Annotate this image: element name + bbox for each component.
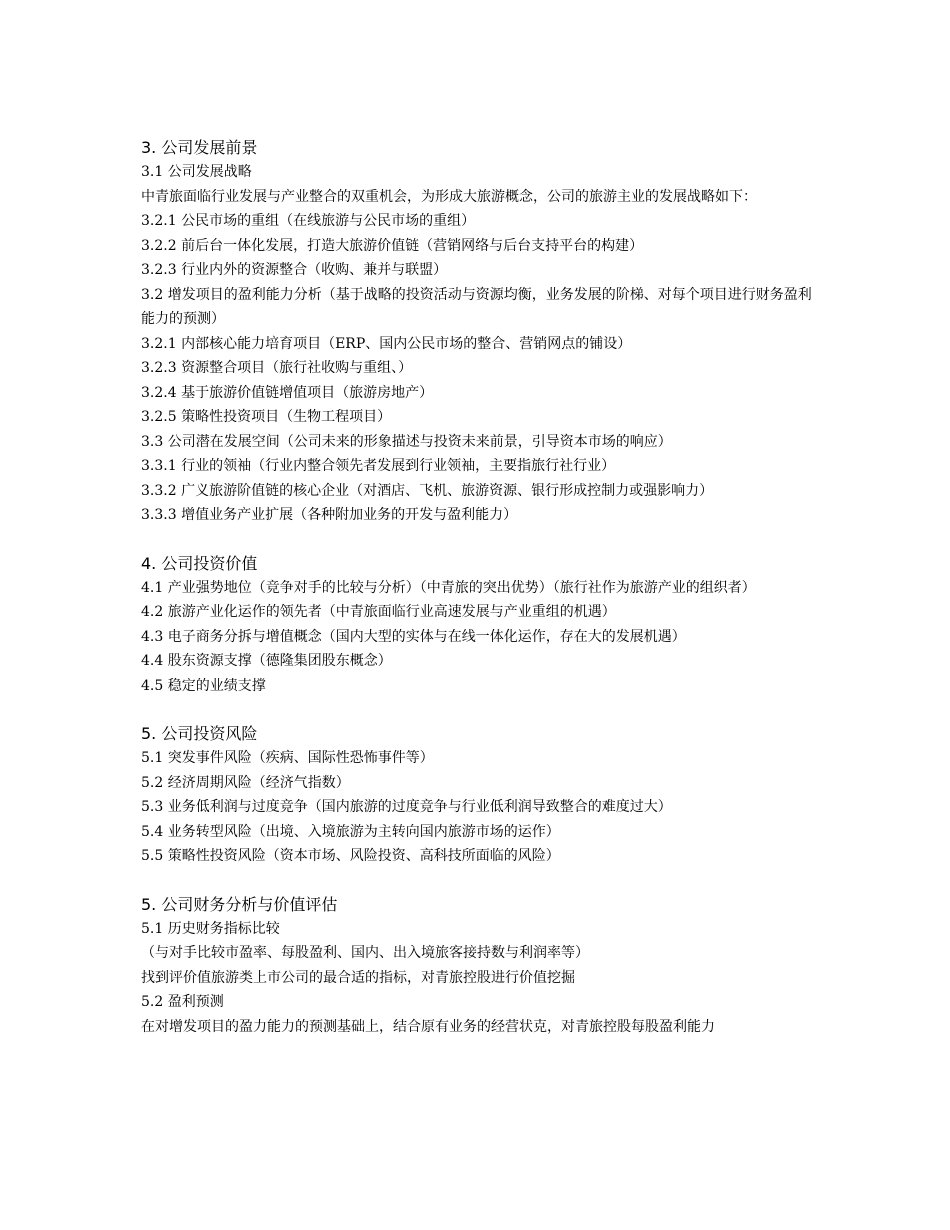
section-investment-value [141,552,813,699]
paragraph-line: 5.3 业务低利润与过度竞争（国内旅游的过度竞争与行业低利润导致整合的难度过大） [141,799,672,815]
paragraph-line: 中青旅面临行业发展与产业整合的双重机会，为形成大旅游概念，公司的旅游主业的发展战略如下： [141,188,757,205]
paragraph-line: 4.4 股东资源支撑（德隆集团股东概念） [141,653,392,669]
section-investment-risk [141,722,813,869]
paragraph-line: 3.2 增发项目的盈利能力分析（基于战略的投资活动与资源均衡，业务发展的阶梯、对每个项目进行财务盈利能力的预测） [141,286,812,327]
paragraph-line: 在对增发项目的盈力能力的预测基础上，结合原有业务的经营状克，对青旅控股每股盈利能力 [141,1018,715,1035]
paragraph-line: 5.2 经济周期风险（经济气指数） [141,774,350,791]
paragraph-line: 5.1 突发事件风险（疾病、国际性恐怖事件等） [141,750,434,766]
paragraph-line: 4.5 稳定的业绩支撑 [141,677,266,694]
section-spacer [141,869,813,893]
paragraph-line: 3.3.2 广义旅游阶值链的核心企业（对酒店、飞机、旅游资源、银行形成控制力或强影响力） [141,482,714,499]
paragraph-line: 3.3.3 增值业务产业扩展（各种附加业务的开发与盈利能力） [141,507,518,523]
paragraph-line: 3.2.5 策略性投资项目（生物工程项目） [141,409,392,425]
paragraph-line: （与对手比较市盈率、每股盈利、国内、出入境旅客接持数与利润率等） [141,945,589,961]
section-heading: 5. 公司财务分析与价值评估 [141,894,338,914]
paragraph-line: 5.2 盈利预测 [141,994,224,1010]
paragraph-line: 4.1 产业强势地位（竞争对手的比较与分析）（中青旅的突出优势）（旅行社作为旅游产业的组织者） [141,579,756,596]
section-development-outlook [141,136,813,528]
section-financial-analysis [141,893,813,1040]
paragraph-line: 5.5 策略性投资风险（资本市场、风险投资、高科技所面临的风险） [141,848,560,864]
section-spacer [141,698,813,722]
paragraph-line: 5.4 业务转型风险（出境、入境旅游为主转向国内旅游市场的运作） [141,823,560,840]
paragraph-line: 3.3.1 行业的领袖（行业内整合领先者发展到行业领袖，主要指旅行社行业） [141,458,616,474]
paragraph-line: 3.2.1 内部核心能力培育项目（ERP、国内公民市场的整合、营销网点的铺设） [141,335,632,352]
paragraph-line: 3.2.1 公民市场的重组（在线旅游与公民市场的重组） [141,213,476,229]
paragraph-line: 5.1 历史财务指标比较 [141,920,280,937]
document-page [141,136,813,1039]
paragraph-line: 3.3 公司潜在发展空间（公司未来的形象描述与投资未来前景，引导资本市场的响应） [141,433,672,450]
paragraph-line: 3.2.2 前后台一体化发展，打造大旅游价值链（营销网络与后台支持平台的构建） [141,237,644,254]
paragraph-line: 找到评价值旅游类上市公司的最合适的指标，对青旅控股进行价值挖掘 [141,969,575,986]
paragraph-line: 3.2.3 行业内外的资源整合（收购、兼并与联盟） [141,262,448,278]
section-heading: 3. 公司发展前景 [141,138,258,157]
paragraph-line: 3.2.3 资源整合项目（旅行社收购与重组、） [141,360,413,376]
section-spacer [141,528,813,552]
section-heading: 5. 公司投资风险 [141,724,258,743]
paragraph-line: 3.1 公司发展战略 [141,164,252,180]
section-heading: 4. 公司投资价值 [141,553,258,573]
paragraph-line: 4.3 电子商务分拆与增值概念（国内大型的实体与在线一体化运作，存在大的发展机遇） [141,628,686,645]
paragraph-line: 4.2 旅游产业化运作的领先者（中青旅面临行业高速发展与产业重组的机遇） [141,604,616,620]
paragraph-line: 3.2.4 基于旅游价值链增值项目（旅游房地产） [141,384,434,401]
